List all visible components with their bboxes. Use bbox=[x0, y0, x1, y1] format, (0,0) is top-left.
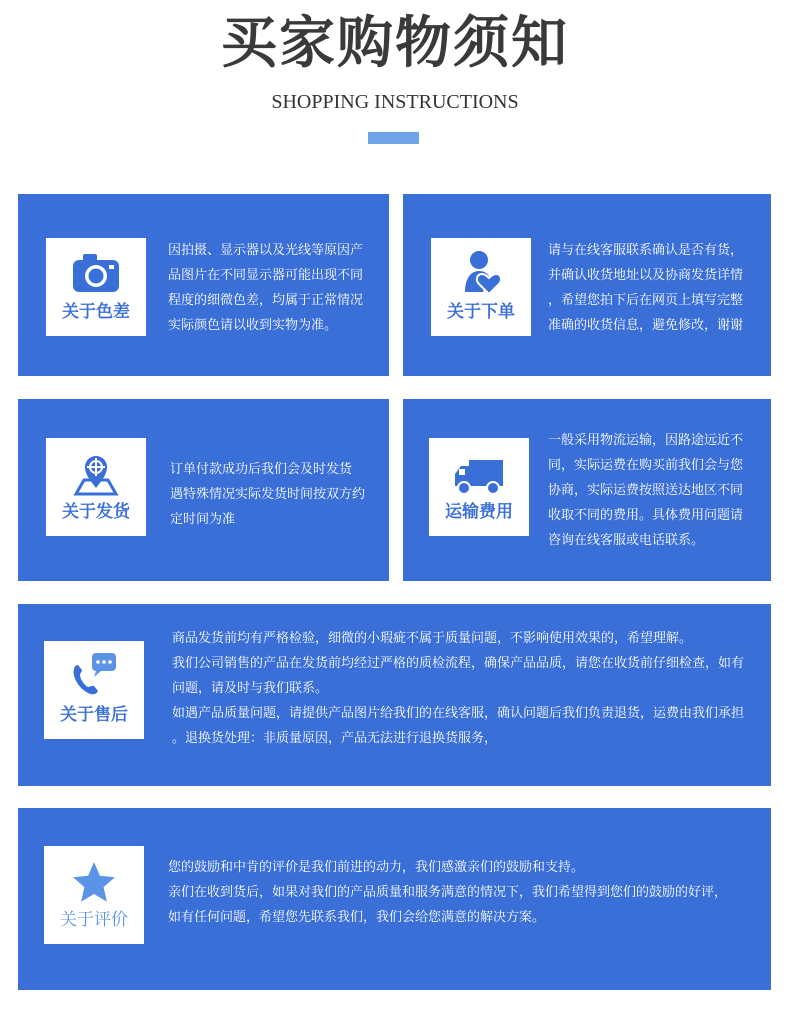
card-shipping bbox=[18, 399, 389, 581]
icon-box-label: 关于下单 bbox=[447, 302, 515, 322]
text-line: 您的鼓励和中肯的评价是我们前进的动力，我们感激亲们的鼓励和支持。 bbox=[168, 860, 585, 875]
card-text bbox=[168, 855, 763, 930]
card-text: 订单付款成功后我们会及时发货 遇特殊情况实际发货时间按双方约 定时间为准 bbox=[170, 462, 366, 527]
icon-box-label: 关于色差 bbox=[62, 302, 130, 322]
page-title: 买家购物须知 bbox=[221, 10, 569, 76]
card-freight bbox=[403, 399, 771, 581]
text-line: 我们公司销售的产品在发货前均经过严格的质检流程，确保产品品质，请您在收货前仔细检查，如有 问题，请及时与我们联系。 bbox=[172, 656, 745, 696]
card-text bbox=[172, 626, 762, 751]
card-text: 一般采用物流运输，因路途远近不 同，实际运费在购买前我们会与您 协商，实际运费按照送达地区不同 收取不同的费用。具体费用问题请 咨询在线客服或电话联系。 bbox=[548, 433, 744, 548]
card-text: 因拍摄、显示器以及光线等原因产 品图片在不同显示器可能出现不同 程度的细微色差，均属于正常情况 实际颜色请以收到实物为准。 bbox=[168, 243, 364, 333]
star-icon bbox=[44, 846, 144, 906]
text-line: 商品发货前均有严格检验，细微的小瑕疵不属于质量问题，不影响使用效果的，希望理解。 bbox=[172, 631, 693, 646]
icon-box-color bbox=[46, 238, 146, 336]
card-color-difference bbox=[18, 194, 389, 376]
user-heart-icon bbox=[431, 238, 531, 298]
card-after-sales bbox=[18, 604, 771, 786]
phone-chat-icon bbox=[44, 641, 144, 701]
icon-box-order bbox=[431, 238, 531, 336]
text-line: 亲们在收到货后，如果对我们的产品质量和服务满意的情况下，我们希望得到您们的鼓励的好评， bbox=[168, 885, 728, 900]
location-pin-icon bbox=[46, 438, 146, 498]
text-line: 如有任何问题，希望您先联系我们，我们会给您满意的解决方案。 bbox=[168, 910, 546, 925]
icon-box-label: 关于售后 bbox=[60, 705, 128, 725]
icon-box-freight bbox=[429, 438, 529, 536]
camera-icon bbox=[46, 238, 146, 298]
accent-divider bbox=[368, 132, 419, 144]
icon-box-reviews bbox=[44, 846, 144, 944]
card-order bbox=[403, 194, 771, 376]
page-subtitle: SHOPPING INSTRUCTIONS bbox=[271, 91, 519, 113]
icon-box-after-sales bbox=[44, 641, 144, 739]
text-line: 如遇产品质量问题，请提供产品图片给我们的在线客服，确认问题后我们负责退货，运费由我们承担 。退换货处理：非质量原因，产品无法进行退换货服务， bbox=[172, 706, 745, 746]
icon-box-label: 关于发货 bbox=[62, 502, 130, 522]
icon-box-shipping bbox=[46, 438, 146, 536]
icon-box-label: 运输费用 bbox=[445, 502, 513, 522]
card-reviews bbox=[18, 808, 771, 990]
card-text: 请与在线客服联系确认是否有货， 并确认收货地址以及协商发货详情 ，希望您拍下后在网页上填写完整 准确的收货信息，避免修改，谢谢 bbox=[548, 243, 744, 333]
truck-icon bbox=[429, 438, 529, 498]
icon-box-label: 关于评价 bbox=[60, 910, 128, 930]
